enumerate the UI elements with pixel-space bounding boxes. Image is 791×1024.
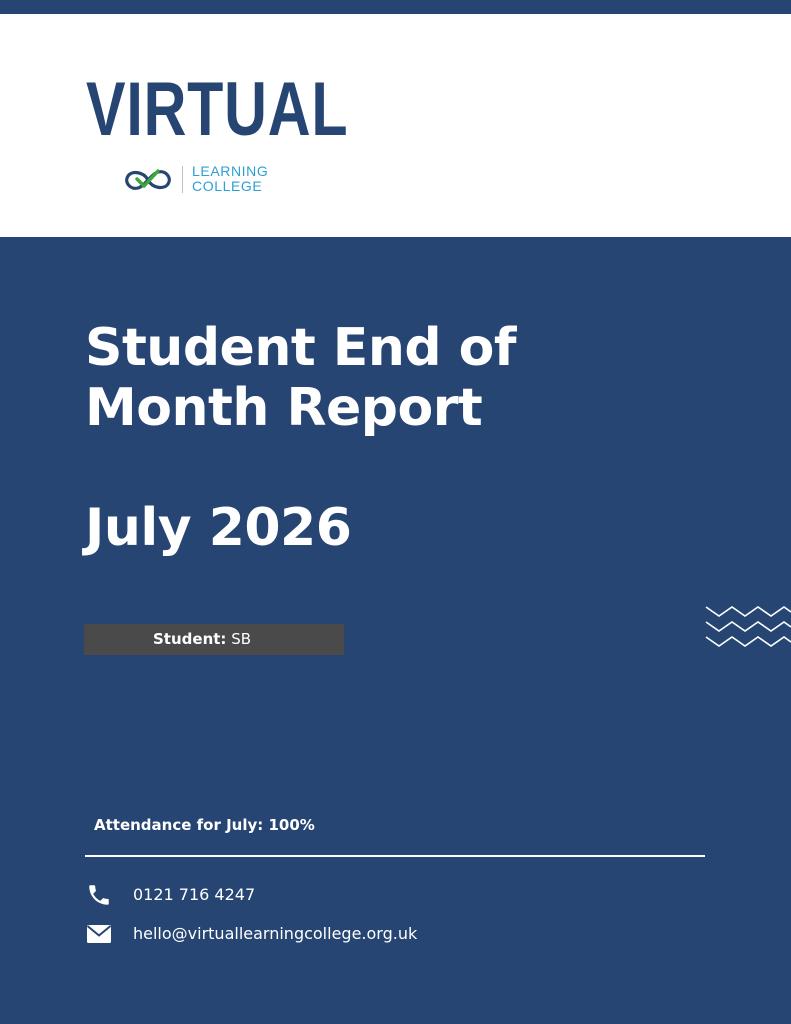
logo-sub-line2: COLLEGE <box>192 178 263 194</box>
report-title-line2: Month Report <box>85 378 483 438</box>
logo-divider <box>182 166 183 193</box>
zigzag-decoration <box>704 604 791 652</box>
top-strip <box>0 0 791 14</box>
report-title <box>85 318 725 438</box>
report-month: July 2026 <box>85 498 352 558</box>
logo-sub-line1: LEARNING <box>192 163 269 179</box>
logo-infinity-check-icon <box>122 165 174 195</box>
phone-icon <box>86 882 112 908</box>
student-value: SB <box>231 630 252 648</box>
report-title-line1: Student End of <box>85 318 517 378</box>
contact-phone[interactable]: 0121 716 4247 <box>133 885 256 904</box>
divider-line <box>85 855 705 857</box>
email-icon <box>86 921 112 947</box>
student-label: Student: <box>153 630 227 648</box>
contact-email[interactable]: hello@virtuallearningcollege.org.uk <box>133 924 418 943</box>
attendance-text: Attendance for July: 100% <box>94 816 315 834</box>
header-band <box>0 14 791 237</box>
logo-subtitle <box>192 164 268 194</box>
logo-wordmark: VIRTUAL <box>86 67 349 152</box>
student-label-box <box>84 624 344 655</box>
